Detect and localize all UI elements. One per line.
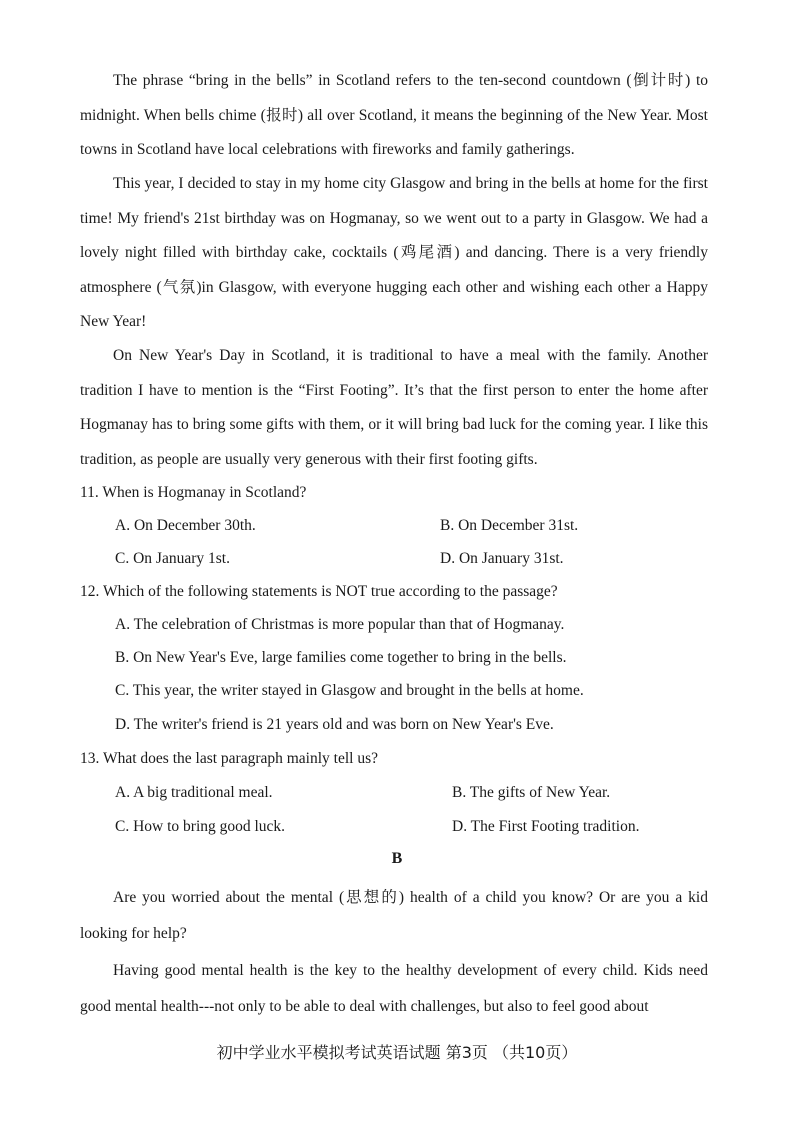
question-11-option-d: D. On January 31st. — [440, 550, 564, 567]
passage-b-paragraph-2: Having good mental health is the key to the healthy development of every child. Kids need good mental health---not only to be able to deal with challenges, but also to feel good about — [80, 962, 708, 1015]
question-11-option-b: B. On December 31st. — [440, 517, 579, 534]
question-13-stem: 13. What does the last paragraph mainly tell us? — [80, 750, 379, 767]
question-11-option-c: C. On January 1st. — [115, 550, 230, 567]
question-12-option-b: B. On New Year's Eve, large families come together to bring in the bells. — [115, 649, 567, 666]
question-13-option-d: D. The First Footing tradition. — [452, 818, 640, 835]
passage-b-paragraph-1: Are you worried about the mental (思想的) health of a child you know? Or are you a kid looking for help? — [80, 889, 708, 942]
question-13-option-b: B. The gifts of New Year. — [452, 784, 611, 801]
question-12-option-a: A. The celebration of Christmas is more popular than that of Hogmanay. — [115, 616, 565, 633]
question-12-option-c: C. This year, the writer stayed in Glasgow and brought in the bells at home. — [115, 682, 584, 699]
question-11-stem: 11. When is Hogmanay in Scotland? — [80, 484, 307, 501]
passage-a-paragraph-3: On New Year's Day in Scotland, it is traditional to have a meal with the family. Another tradition I have to mention is the “First Footing”. It’s that the first person to enter the home after Hogmanay has to bring some gifts with them, or it will bring bad luck for the coming year. I like this tradition, as people are usually very generous with their first footing gifts. — [80, 347, 708, 468]
question-12-stem: 12. Which of the following statements is NOT true according to the passage? — [80, 583, 558, 600]
question-13-option-a: A. A big traditional meal. — [115, 784, 273, 801]
question-13-option-c: C. How to bring good luck. — [115, 818, 286, 835]
section-b-title: B — [391, 850, 403, 867]
question-12-option-d: D. The writer's friend is 21 years old and was born on New Year's Eve. — [115, 716, 554, 733]
question-11-option-a: A. On December 30th. — [115, 517, 256, 534]
passage-a-paragraph-1: The phrase “bring in the bells” in Scotland refers to the ten-second countdown (倒计时) to midnight. When bells chime (报时) all over Scotland, it means the beginning of the New Year. Most towns in Scotland have local celebrations with fireworks and family gatherings. — [80, 72, 708, 158]
passage-a-paragraph-2: This year, I decided to stay in my home city Glasgow and bring in the bells at home for the first time! My friend's 21st birthday was on Hogmanay, so we went out to a party in Glasgow. We had a lovely night filled with birthday cake, cocktails (鸡尾酒) and dancing. There is a very friendly atmosphere (气氛)in Glasgow, with everyone hugging each other and wishing each other a Happy New Year! — [80, 175, 708, 330]
page-footer: 初中学业水平模拟考试英语试题 第3页 （共10页） — [216, 1043, 578, 1062]
